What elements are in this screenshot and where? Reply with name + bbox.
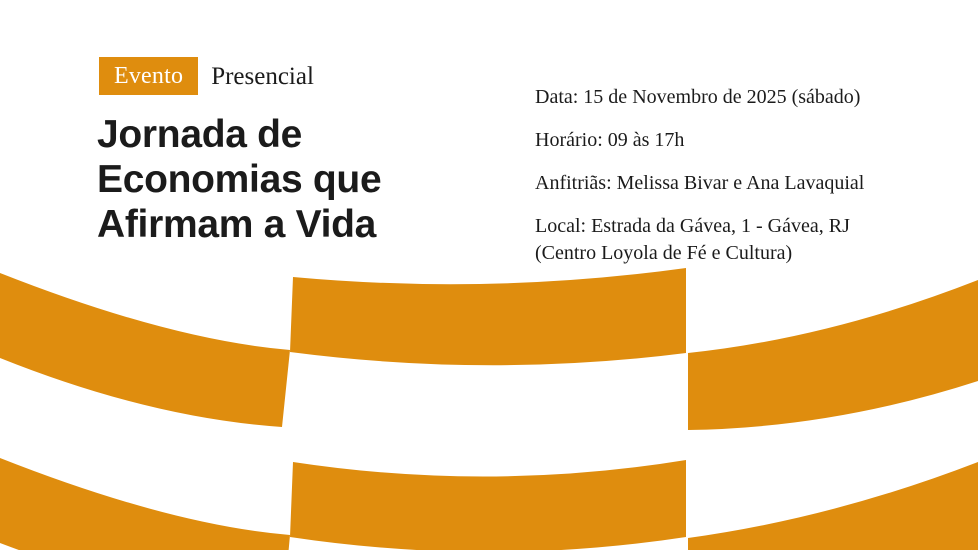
wave-cell xyxy=(688,280,978,430)
detail-hosts: Anfitriãs: Melissa Bivar e Ana Lavaquial xyxy=(535,172,865,194)
wave-cell xyxy=(290,460,686,550)
detail-location-line2: (Centro Loyola de Fé e Cultura) xyxy=(535,242,793,264)
detail-time: Horário: 09 às 17h xyxy=(535,129,685,151)
detail-location: Local: Estrada da Gávea, 1 - Gávea, RJ xyxy=(535,215,850,237)
event-type-label: Presencial xyxy=(211,62,314,90)
wave-cell xyxy=(0,273,290,427)
wave-cell xyxy=(688,462,978,550)
wave-cell xyxy=(0,458,290,550)
detail-date: Data: 15 de Novembro de 2025 (sábado) xyxy=(535,86,861,108)
event-details xyxy=(535,84,903,283)
header-row xyxy=(99,57,314,95)
event-badge-label: Evento xyxy=(114,63,184,89)
page-title: Jornada de Economias que Afirmam a Vida xyxy=(97,113,382,246)
event-badge xyxy=(99,57,198,95)
